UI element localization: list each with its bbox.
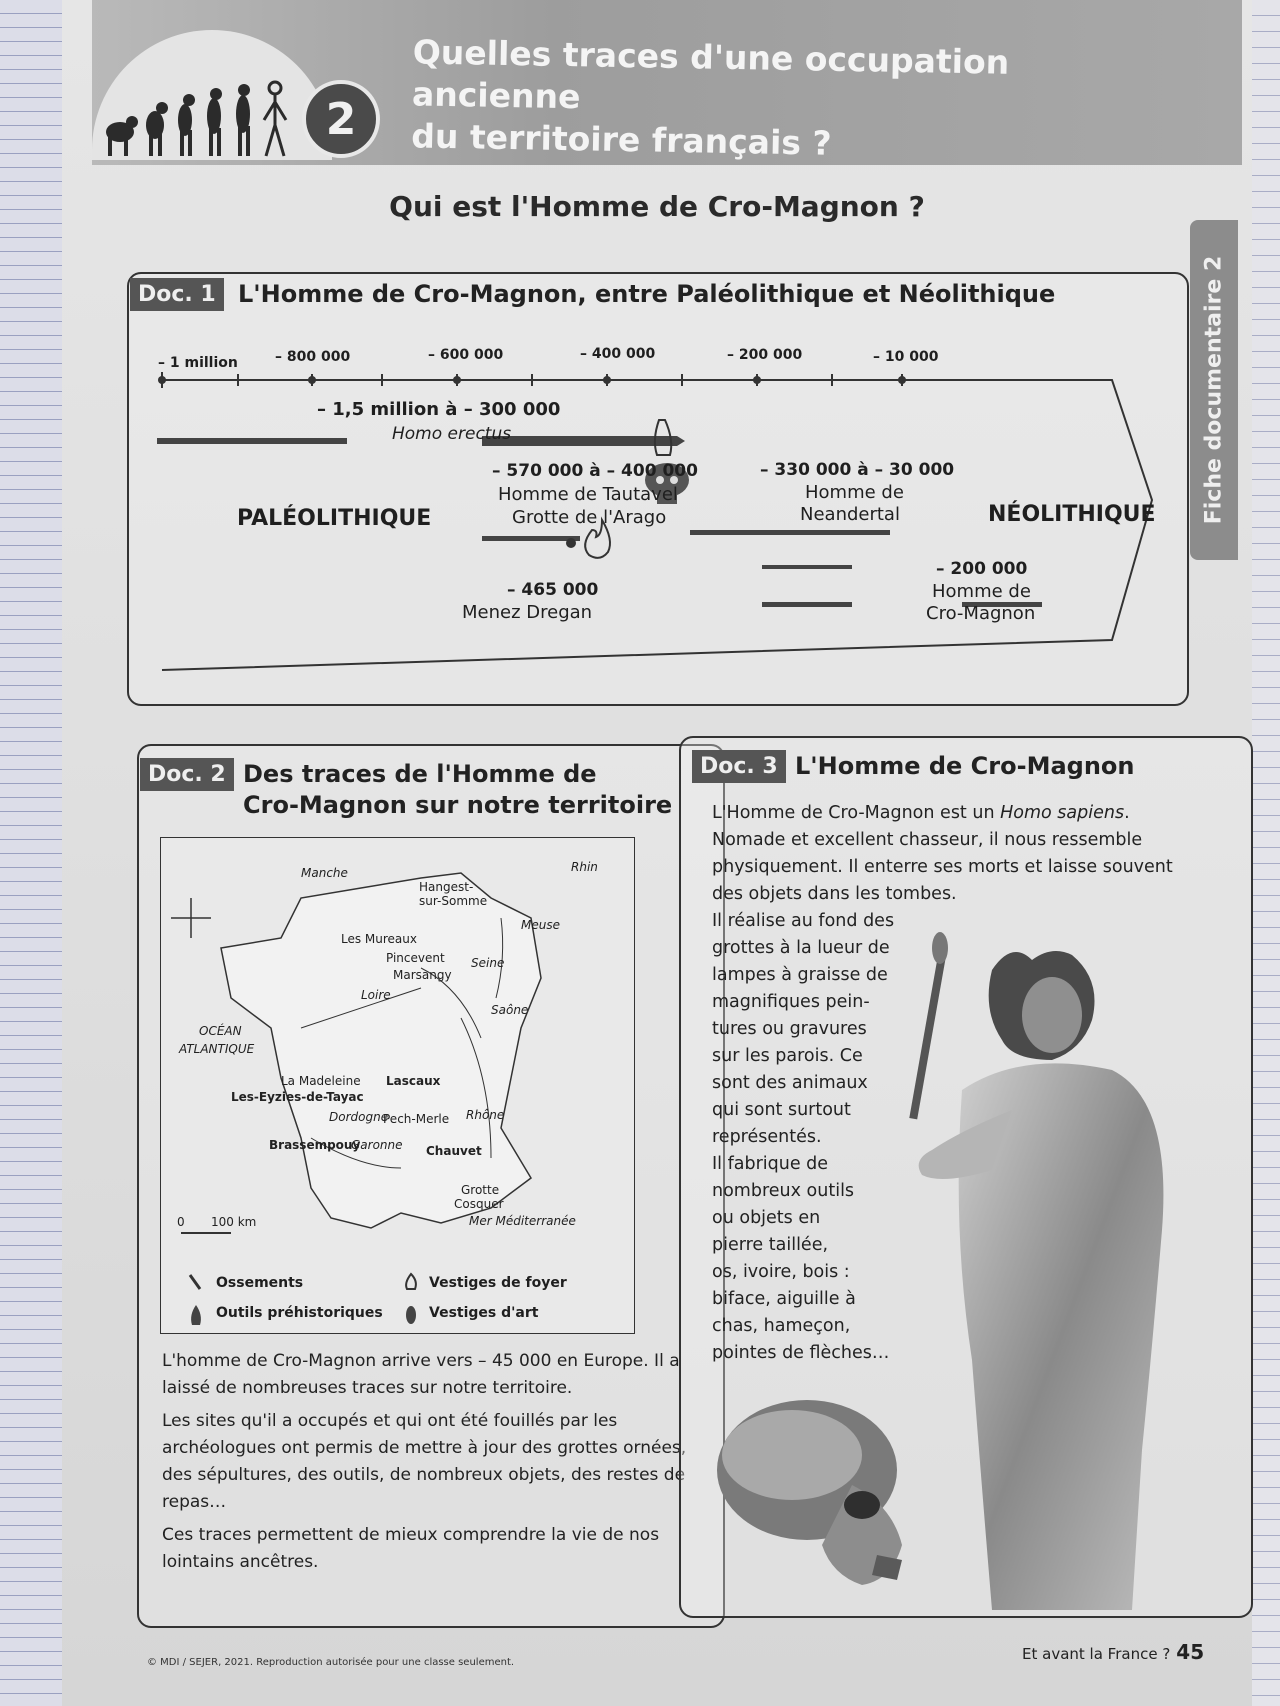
map-label-chauvet: Chauvet [426,1144,482,1158]
doc3-intro-b: . Nomade et excellent chasseur, il nous ressemble physiquement. Il enterre ses morts et laisse souvent des objets dans les tombes. [712,803,1173,904]
tick-1million: – 1 million [158,355,238,371]
doc3-line: tures ou gravures [712,1019,867,1039]
side-tab-label: Fiche documentaire 2 [1201,255,1227,525]
legend-outils: Outils préhistoriques [216,1305,383,1321]
doc3-intro-a: L'Homme de Cro-Magnon est un [712,803,1001,823]
doc2-paragraph-1: L'homme de Cro-Magnon arrive vers – 45 000 en Europe. Il a laissé de nombreuses traces sur notre territoire. [162,1351,680,1398]
notebook-page-edge [1252,0,1280,1706]
map-label-hangest: Hangest- [419,880,474,894]
map-label-ocean-1: OCÉAN [199,1024,242,1038]
tautavel-place: Grotte de l'Arago [512,507,667,528]
chapter-title-line-2: du territoire français ? [410,116,832,163]
map-scale-100km: 100 km [211,1215,257,1229]
side-tab [1190,220,1238,560]
doc2-paragraph-2: Les sites qu'il a occupés et qui ont été fouillés par les archéologues ont permis de mettre à jour des grottes ornées, des sépultures, des outils, de nombreux objets, des restes de repas… [162,1411,687,1512]
page-footer [1022,1640,1204,1664]
cromagnon-date: – 200 000 [936,559,1028,579]
map-label-eyzies: Les-Eyzies-de-Tayac [231,1090,364,1104]
france-map [160,837,635,1265]
map-label-rhin: Rhin [571,860,598,874]
legend-ossements: Ossements [216,1275,304,1291]
map-label-meuse: Meuse [521,918,560,932]
map-legend [160,1263,635,1334]
chapter-title [411,31,1173,170]
tick-200000: – 200 000 [727,347,803,363]
doc3-line: magnifiques pein- [712,992,870,1012]
legend-icons-left [186,1271,206,1331]
doc3-intro [712,800,1177,908]
map-label-hangest-2: sur-Somme [419,894,488,908]
map-label-brassempouy: Brassempouy [269,1138,361,1152]
copyright-footer: © MDI / SEJER, 2021. Reproduction autorisée pour une classe seulement. [147,1657,515,1668]
map-label-loire: Loire [361,988,391,1002]
map-label-rhone: Rhône [466,1108,505,1122]
doc1-tag: Doc. 1 [130,278,224,311]
map-label-manche: Manche [301,866,348,880]
chapter-footer: Et avant la France ? [1022,1645,1171,1663]
neandertal-range: – 330 000 à – 30 000 [760,460,955,480]
neandertal-name-2: Neandertal [800,504,900,525]
doc3-line: nombreux outils [712,1181,855,1201]
doc3-line: sur les parois. Ce [712,1046,863,1066]
doc3-line: sont des animaux [712,1073,868,1093]
tautavel-name: Homme de Tautavel [498,484,678,505]
doc3-line: biface, aiguille à [712,1289,856,1309]
map-label-grotte: Grotte [461,1183,500,1197]
dregan-date: – 465 000 [507,580,599,600]
doc3-title: L'Homme de Cro-Magnon [795,752,1135,780]
main-question: Qui est l'Homme de Cro-Magnon ? [389,190,925,223]
erectus-range: – 1,5 million à – 300 000 [317,399,561,420]
notebook-background [0,0,62,1706]
doc2-paragraph-3: Ces traces permettent de mieux comprendre la vie de nos lointains ancêtres. [162,1525,660,1572]
legend-foyer: Vestiges de foyer [429,1275,567,1291]
legend-icons-right [401,1271,421,1331]
neandertal-name-1: Homme de [805,482,904,503]
doc3-column [712,908,922,1367]
map-label-garonne: Garonne [351,1138,403,1152]
doc3-line: chas, hameçon, [712,1316,851,1336]
doc3-line: qui sont surtout [712,1100,851,1120]
page-number: 45 [1176,1640,1205,1664]
doc3-line: pierre taillée, [712,1235,829,1255]
doc3-line: Il fabrique de [712,1154,829,1174]
chapter-title-line-1: Quelles traces d'une occupation ancienne [411,32,1010,117]
cromagnon-name-2: Cro-Magnon [926,603,1036,624]
map-label-dordogne: Dordogne [329,1110,389,1124]
map-label-marsangy: Marsangy [393,968,452,982]
textbook-page [62,0,1252,1706]
neolithique-label: NÉOLITHIQUE [988,502,1156,527]
doc3-line: Il réalise au fond des [712,911,895,931]
skull-photo [712,1395,942,1595]
doc3-line: os, ivoire, bois : [712,1262,850,1282]
doc3-line: représentés. [712,1127,822,1147]
map-label-mureaux: Les Mureaux [341,932,417,946]
legend-art: Vestiges d'art [429,1305,539,1321]
doc3-intro-italic: Homo sapiens [1000,803,1125,823]
doc2-title-line-2: Cro-Magnon sur notre territoire [243,791,673,819]
doc3-line: lampes à graisse de [712,965,888,985]
cromagnon-name-1: Homme de [932,581,1031,602]
map-label-madeleine: La Madeleine [281,1074,361,1088]
doc1-title: L'Homme de Cro-Magnon, entre Paléolithique et Néolithique [238,280,1056,308]
dregan-place: Menez Dregan [462,602,593,623]
map-label-lascaux: Lascaux [386,1074,441,1088]
map-label-pechmerle: Pech-Merle [383,1112,450,1126]
tautavel-range: – 570 000 à – 400 000 [492,461,698,481]
cro-magnon-illustration [902,930,1242,1610]
map-label-cosquer: Cosquer [454,1197,504,1211]
map-label-ocean-2: ATLANTIQUE [179,1042,255,1056]
map-label-mer: Mer Méditerranée [469,1214,576,1228]
tick-10000: – 10 000 [873,349,939,365]
paleolithique-label: PALÉOLITHIQUE [237,506,432,531]
tick-400000: – 400 000 [580,346,656,362]
tick-600000: – 600 000 [428,347,504,363]
doc2-title-line-1: Des traces de l'Homme de [243,760,597,788]
doc3-line: grottes à la lueur de [712,938,890,958]
doc2-text [162,1348,702,1576]
map-label-seine: Seine [471,956,505,970]
erectus-name: Homo erectus [392,424,512,444]
doc3-line: pointes de flèches… [712,1343,890,1363]
human-evolution-icon [100,70,320,160]
chapter-number-badge: 2 [302,80,380,158]
doc3-tag: Doc. 3 [692,750,786,783]
tick-800000: – 800 000 [275,349,351,365]
doc2-tag: Doc. 2 [140,758,234,791]
map-label-pincevent: Pincevent [386,951,445,965]
map-scale-zero: 0 [177,1215,185,1229]
map-label-saone: Saône [491,1003,529,1017]
doc3-line: ou objets en [712,1208,821,1228]
